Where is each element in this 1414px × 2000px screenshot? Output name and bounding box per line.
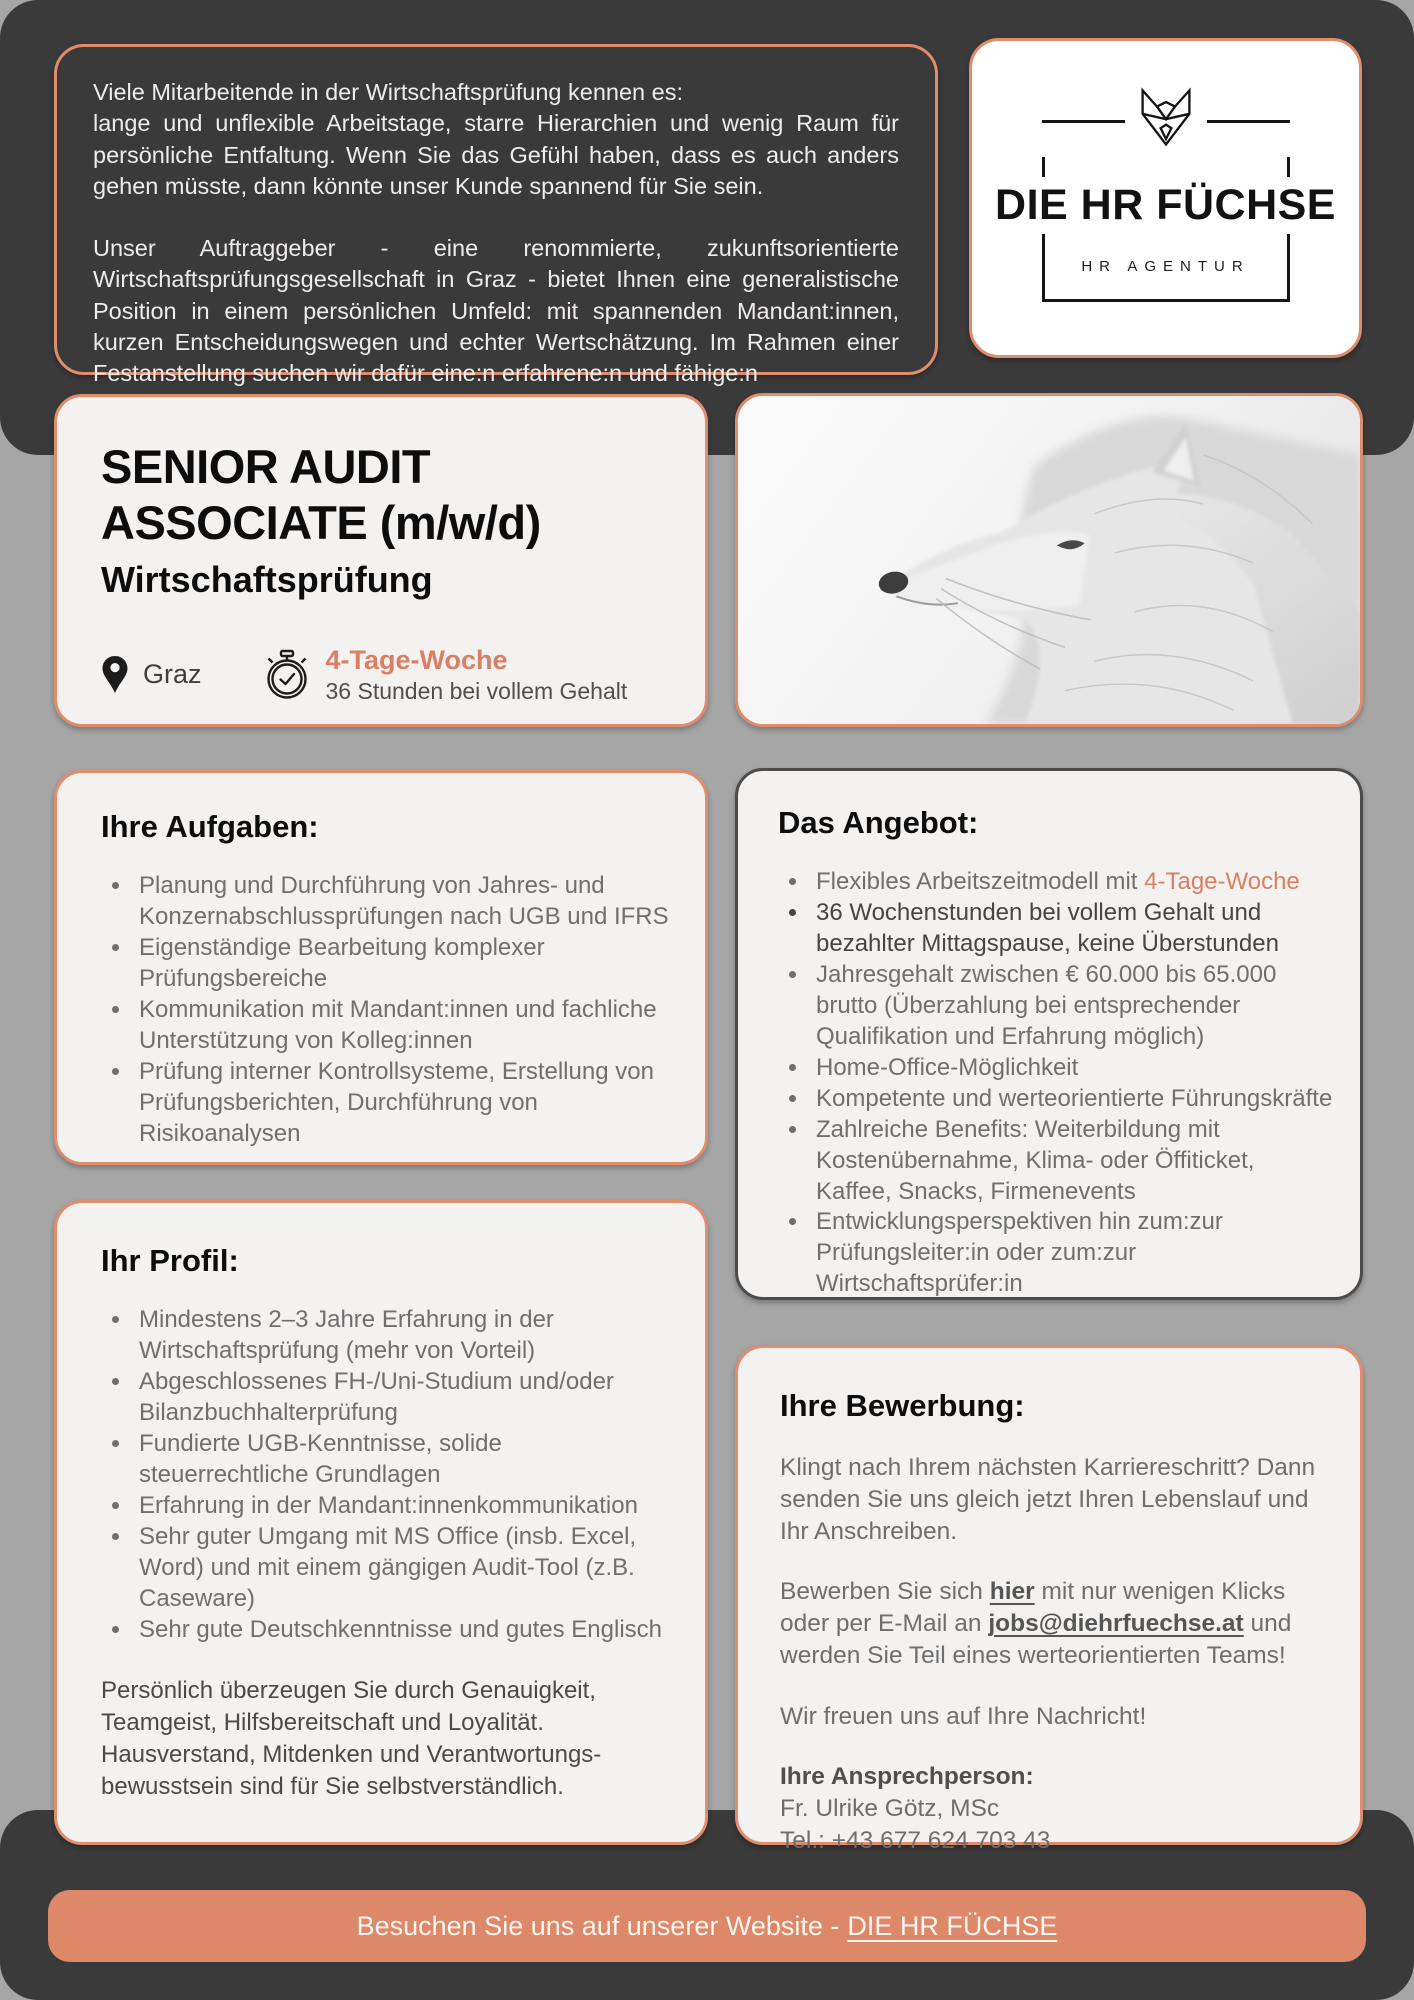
list-item: • 36 Wochenstunden bei vollem Gehalt und bezahlter Mittagspause, keine Überstunden — [810, 898, 1334, 960]
profil-closing-paragraph: Persönlich überzeugen Sie durch Genauigkeit, Teamgeist, Hilfsbereitschaft und Loyalität. Hausverstand, Mitdenken und Verantwortungs-bewusstsein sind für Sie selbstverständlich. — [101, 1677, 602, 1800]
contact-label: Ihre Ansprechperson: — [780, 1762, 1034, 1790]
work-model-label: 4-Tage-Woche — [325, 644, 508, 675]
section-heading-angebot: Das Angebot: — [778, 805, 979, 840]
website-link[interactable]: DIE HR FÜCHSE — [847, 1910, 1058, 1941]
bewerbung-paragraph-2 — [780, 1576, 1330, 1672]
job-meta-row — [101, 645, 671, 705]
section-heading-bewerbung: Ihre Bewerbung: — [780, 1388, 1025, 1423]
angebot-list — [778, 867, 1334, 1300]
list-item: • Abgeschlossenes FH-/Uni-Studium und/oder Bilanzbuchhalterprüfung — [133, 1367, 675, 1429]
profil-list — [101, 1305, 675, 1645]
list-item: • Jahresgehalt zwischen € 60.000 bis 65.000 brutto (Überzahlung bei entsprechender Qualifikation und Erfahrung möglich) — [810, 960, 1334, 1053]
footer-text: Besuchen Sie uns auf unserer Website - — [356, 1910, 840, 1941]
bewerbung-paragraph-1: Klingt nach Ihrem nächsten Karriereschritt? Dann senden Sie uns gleich jetzt Ihren Lebenslauf und Ihr Anschreiben. — [780, 1454, 1316, 1546]
list-item: • Home-Office-Möglichkeit — [810, 1053, 1334, 1084]
aufgaben-card — [54, 770, 708, 1165]
list-item: • Zahlreiche Benefits: Weiterbildung mit Kostenübernahme, Klima- oder Öffiticket, Kaffee, Snacks, Firmenevents — [810, 1115, 1334, 1208]
section-heading-profil: Ihr Profil: — [101, 1243, 239, 1278]
location-label: Graz — [143, 659, 202, 690]
contact-phone: Tel.: +43 677 624 703 43 — [780, 1826, 1051, 1854]
location-pin-icon — [101, 655, 129, 695]
bewerbung-card — [735, 1345, 1363, 1854]
angebot-bullet1-text: Flexibles Arbeitszeitmodell mit — [816, 868, 1145, 895]
list-item: • Sehr guter Umgang mit MS Office (insb. Excel, Word) und mit einem gängigen Audit-Tool (z.B. Caseware) — [133, 1522, 675, 1615]
fox-logo-icon — [1129, 85, 1203, 157]
list-item: • Mindestens 2–3 Jahre Erfahrung in der Wirtschaftsprüfung (mehr von Vorteil) — [133, 1305, 675, 1367]
fox-photo — [738, 396, 1360, 724]
logo-frame — [995, 85, 1336, 302]
list-item: • Eigenständige Bearbeitung komplexer Prüfungsbereiche — [133, 933, 675, 995]
list-item — [810, 867, 1334, 898]
work-model-detail: 36 Stunden bei vollem Gehalt — [325, 677, 628, 704]
list-item: • Erfahrung in der Mandant:innenkommunikation — [133, 1491, 675, 1522]
bewerbung-p2-text: Bewerben Sie sich — [780, 1578, 990, 1606]
list-item: • Kompetente und werteorientierte Führungskräfte — [810, 1084, 1334, 1115]
brand-name: DIE HR FÜCHSE — [987, 177, 1344, 234]
list-item: • Entwicklungsperspektiven hin zum:zur Prüfungsleiter:in oder zum:zur Wirtschaftsprüfer:in — [810, 1207, 1334, 1300]
job-title-line2: ASSOCIATE (m/w/d) — [101, 496, 541, 550]
stopwatch-icon — [264, 649, 310, 701]
brand-tagline: HR AGENTUR — [1081, 258, 1250, 275]
bewerbung-p2-text: mit nur wenigen Klicks oder per E-Mail an — [780, 1578, 1286, 1638]
contact-name: Fr. Ulrike Götz, MSc — [780, 1794, 1000, 1822]
section-heading-aufgaben: Ihre Aufgaben: — [101, 809, 319, 844]
logo-frame-line-right — [1207, 120, 1290, 123]
intro-paragraph-2: Unser Auftraggeber - eine renommierte, zukunftsorientierte Wirtschaftsprüfungsgesellschaft in Graz - bietet Ihnen eine generalistische Position in einem persönlichen Umfeld: mit spannenden Mandant:innen, kurzen Entscheidungswegen und echter Wertschätzung. Im Rahmen einer Festanstellung suchen wir dafür eine:n erfahrene:n und fähige:n — [93, 235, 899, 386]
list-item: • Kommunikation mit Mandant:innen und fachliche Unterstützung von Kolleg:innen — [133, 995, 675, 1057]
job-title-line1: SENIOR AUDIT — [101, 440, 431, 493]
footer-bar — [48, 1890, 1366, 1962]
logo-frame-line-left — [1042, 120, 1125, 123]
bewerbung-p2-text: und werden Sie Teil eines werteorientierten Teams! — [780, 1610, 1292, 1670]
bewerbung-paragraph-3: Wir freuen uns auf Ihre Nachricht! — [780, 1702, 1147, 1730]
profil-card — [54, 1200, 708, 1845]
logo-card — [969, 38, 1362, 358]
intro-box — [54, 44, 938, 386]
intro-paragraph-1: lange und unflexible Arbeitstage, starre Hierarchien und wenig Raum für persönliche Entfaltung. Wenn Sie das Gefühl haben, dass es auch anders gehen müsste, dann könnte unser Kunde spannend für Sie sein. — [93, 110, 899, 199]
apply-here-link[interactable]: hier — [989, 1578, 1035, 1606]
work-model-highlight: 4-Tage-Woche — [1144, 868, 1300, 895]
fox-photo-card — [735, 393, 1363, 727]
list-item: • Prüfung interner Kontrollsysteme, Erstellung von Prüfungsberichten, Durchführung von Risikoanalysen — [133, 1057, 675, 1150]
list-item: • Planung und Durchführung von Jahres- und Konzernabschlussprüfungen nach UGB und IFRS — [133, 871, 675, 933]
job-title-line3: Wirtschaftsprüfung — [101, 558, 433, 600]
aufgaben-list — [101, 871, 675, 1150]
list-item: • Fundierte UGB-Kenntnisse, solide steuerrechtliche Grundlagen — [133, 1429, 675, 1491]
email-link[interactable]: jobs@diehrfuechse.at — [988, 1610, 1244, 1638]
list-item: • Sehr gute Deutschkenntnisse und gutes Englisch — [133, 1615, 675, 1646]
job-title-card — [54, 394, 708, 727]
angebot-card — [735, 768, 1363, 1300]
contact-block — [780, 1761, 1330, 1857]
intro-line1: Viele Mitarbeitende in der Wirtschaftsprüfung kennen es: — [93, 79, 684, 105]
